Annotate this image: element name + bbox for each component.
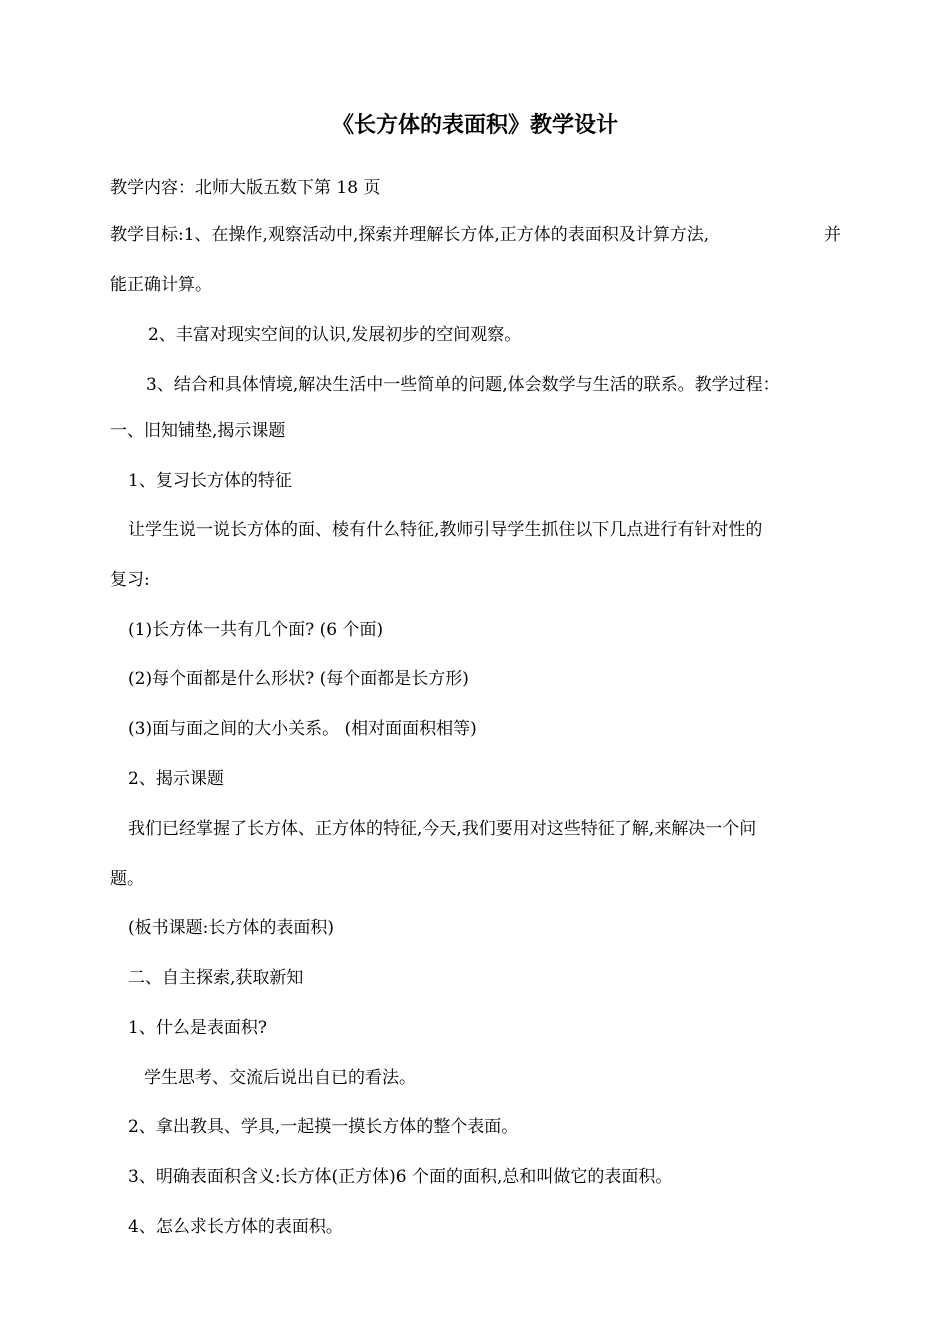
board-title-line: (板书课题:长方体的表面积): [128, 918, 334, 938]
review-question-1: (1)长方体一共有几个面? (6 个面): [128, 620, 384, 640]
teaching-goals-line-tail: 并: [824, 225, 841, 245]
step-1-review: 1、复习长方体的特征: [128, 471, 292, 491]
goal-3-line: 3、结合和具体情境,解决生活中一些简单的问题,体会数学与生活的联系。教学过程：: [146, 375, 780, 395]
document-title: 《长方体的表面积》教学设计: [331, 112, 618, 138]
reveal-topic-continuation: 题。: [110, 869, 144, 889]
review-instruction-line: 让学生说一说长方体的面、棱有什么特征,教师引导学生抓住以下几点进行有针对性的: [128, 520, 763, 540]
step-2-reveal-topic: 2、揭示课题: [128, 769, 224, 789]
student-thinking-line: 学生思考、交流后说出自已的看法。: [144, 1068, 416, 1088]
teaching-content-line: 教学内容：北师大版五数下第 18 页: [110, 178, 381, 198]
review-question-2: (2)每个面都是什么形状? (每个面都是长方形): [128, 669, 469, 689]
step-1-what-is-surface-area: 1、什么是表面积?: [128, 1018, 267, 1038]
teaching-goals-line: 教学目标:1、在操作,观察活动中,探索并理解长方体,正方体的表面积及计算方法,: [110, 225, 710, 245]
teaching-goals-continuation: 能正确计算。: [110, 275, 212, 295]
section-1-heading: 一、旧知铺垫,揭示课题: [110, 421, 286, 441]
step-4-how-to-compute: 4、怎么求长方体的表面积。: [128, 1217, 343, 1237]
review-question-3: (3)面与面之间的大小关系。 (相对面面积相等): [128, 719, 477, 739]
step-3-define-surface-area: 3、明确表面积含义:长方体(正方体)6 个面的面积,总和叫做它的表面积。: [128, 1167, 673, 1187]
reveal-topic-paragraph: 我们已经掌握了长方体、正方体的特征,今天,我们要用对这些特征了解,来解决一个问: [128, 819, 757, 839]
section-2-heading: 二、自主探索,获取新知: [128, 968, 304, 988]
step-2-touch-surface: 2、拿出教具、学具,一起摸一摸长方体的整个表面。: [128, 1117, 519, 1137]
review-instruction-continuation: 复习:: [110, 570, 150, 590]
goal-2-line: 2、丰富对现实空间的认识,发展初步的空间观察。: [148, 325, 522, 345]
